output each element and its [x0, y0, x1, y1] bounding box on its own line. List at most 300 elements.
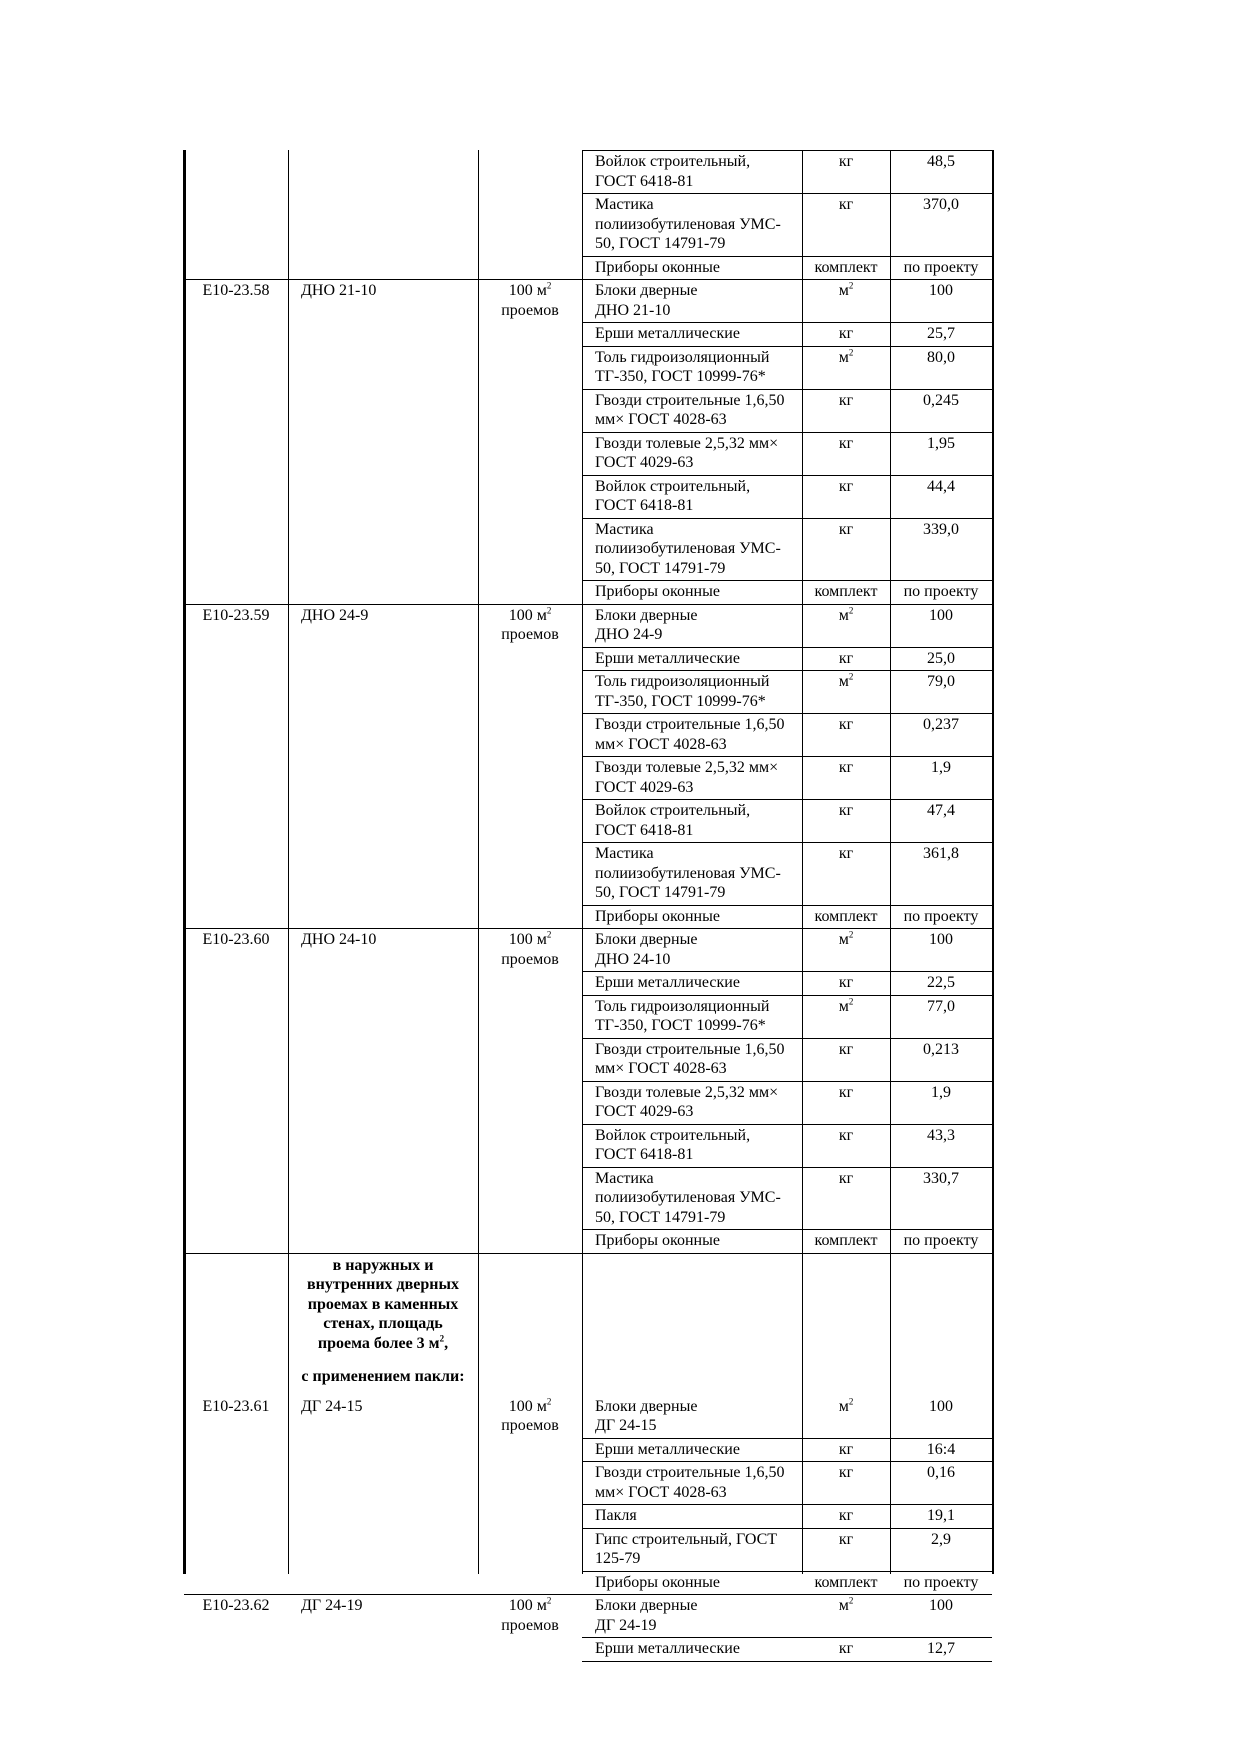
- unit-value: кг: [838, 1640, 854, 1657]
- unit: [802, 758, 890, 778]
- meter-unit-value: 100 м: [508, 606, 547, 624]
- material-name: [595, 1169, 654, 1189]
- material-name: [595, 1549, 640, 1569]
- norm-value: [890, 195, 992, 215]
- material-name-value: Гвозди строительные 1,6,50: [595, 1040, 785, 1058]
- material-name: [595, 930, 697, 950]
- material-name: [595, 672, 769, 692]
- material-name: [595, 434, 778, 454]
- norm-value-value: 19,1: [927, 1507, 955, 1524]
- row-divider: [582, 475, 992, 476]
- row-divider: [582, 346, 992, 347]
- item-name: [301, 1596, 363, 1616]
- norm-value: [890, 606, 992, 626]
- unit: [802, 152, 890, 172]
- unit: [802, 1596, 890, 1616]
- row-divider: [582, 322, 992, 323]
- unit: [802, 520, 890, 540]
- material-name-value: Приборы оконные: [595, 258, 720, 276]
- material-name-value: Гвозди строительные 1,6,50: [595, 1464, 785, 1481]
- unit-value: кг: [838, 434, 854, 452]
- unit-value: кг: [838, 1169, 854, 1187]
- norm-value-value: 43,3: [927, 1126, 955, 1144]
- norm-value: [890, 930, 992, 950]
- norm-value-value: 1,95: [927, 434, 955, 452]
- row-divider: [582, 193, 992, 194]
- material-name-value: Гвозди толевые 2,5,32 мм×: [595, 1083, 779, 1101]
- norm-value: [890, 973, 992, 993]
- unit: [802, 1083, 890, 1103]
- unit-value: кг: [838, 716, 854, 733]
- material-name-value: Приборы оконные: [595, 1232, 720, 1249]
- norm-value-value: 48,5: [927, 153, 955, 170]
- column-divider: [478, 150, 479, 1574]
- material-name: [595, 215, 781, 235]
- material-name-value: Ерши металлические: [595, 325, 740, 342]
- norm-value-value: 25,7: [927, 325, 955, 342]
- superscript: 2: [546, 605, 552, 616]
- material-name-value: Гипс строительный, ГОСТ: [595, 1530, 778, 1548]
- norm-value: [890, 1530, 992, 1550]
- row-divider: [582, 995, 992, 996]
- material-name-value: Ерши металлические: [595, 974, 740, 991]
- unit: [802, 907, 890, 927]
- material-name: [595, 1573, 720, 1593]
- material-name: [595, 324, 740, 344]
- unit: [802, 1573, 890, 1593]
- unit: [802, 1169, 890, 1189]
- material-name: [595, 1506, 637, 1526]
- unit: [802, 1397, 890, 1417]
- superscript: 2: [848, 605, 854, 616]
- rate-code: [184, 281, 288, 301]
- norm-value-value: 100: [929, 606, 953, 624]
- norm-value: [890, 477, 992, 497]
- meter-unit: [478, 1596, 582, 1616]
- unit-value: м: [838, 606, 849, 624]
- meter-unit-caption: [478, 1416, 582, 1436]
- material-name-value: Толь гидроизоляционный: [595, 673, 770, 690]
- norm-value: [890, 1639, 992, 1659]
- row-divider: [582, 1661, 992, 1662]
- material-name: [595, 758, 778, 778]
- material-name: [595, 778, 693, 798]
- row-divider: [582, 432, 992, 433]
- superscript: 2: [546, 1595, 552, 1606]
- rate-code: [184, 1596, 288, 1616]
- meter-unit-caption-value: проемов: [501, 950, 559, 968]
- unit: [802, 997, 890, 1017]
- material-name-value: мм× ГОСТ 4028-63: [595, 735, 727, 753]
- section-heading: проема более 3 $м^2$,: [317, 1333, 449, 1352]
- norm-value-value: 0,16: [927, 1464, 955, 1481]
- unit-value: кг: [838, 802, 854, 819]
- material-name-value: 125-79: [595, 1550, 641, 1567]
- norm-value-value: 1,9: [931, 759, 951, 776]
- norm-value: [890, 152, 992, 172]
- norm-value: [890, 520, 992, 540]
- material-name-value: Пакля: [595, 1507, 637, 1524]
- norm-value-value: 370,0: [923, 196, 959, 213]
- material-name-value: Мастика: [595, 845, 654, 862]
- norm-value: [890, 649, 992, 669]
- row-divider: [582, 1461, 992, 1462]
- material-name: [595, 1040, 784, 1060]
- row-divider: [582, 1438, 992, 1439]
- unit: [802, 582, 890, 602]
- section-heading-value: проема более 3 м: [317, 1334, 440, 1352]
- material-name: [595, 281, 697, 301]
- unit-value: кг: [838, 759, 854, 776]
- section-heading: [288, 1256, 478, 1276]
- material-name: [595, 410, 727, 430]
- row-divider: [582, 842, 992, 843]
- unit-value: кг: [838, 845, 854, 862]
- norm-value: [890, 324, 992, 344]
- material-name: [595, 1126, 750, 1146]
- item-name-value: ДНО 21-10: [301, 282, 377, 299]
- norm-value-value: 47,4: [927, 802, 955, 819]
- material-name: [595, 1208, 725, 1228]
- norm-value-value: 0,237: [923, 716, 959, 733]
- unit-value: кг: [838, 196, 854, 213]
- rate-code: [184, 1397, 288, 1417]
- material-name-value: ДНО 24-10: [595, 950, 671, 968]
- material-name: [595, 496, 693, 516]
- meter-unit-caption: [478, 625, 582, 645]
- material-name: [595, 152, 750, 172]
- superscript: 2: [848, 1396, 854, 1407]
- row-divider: [582, 647, 992, 648]
- unit-value: комплект: [814, 1232, 878, 1249]
- material-name-value: Ерши металлические: [595, 1440, 740, 1458]
- unit: [802, 672, 890, 692]
- section-heading-value: в наружных и: [332, 1256, 434, 1274]
- row-divider: [582, 905, 992, 906]
- norm-value: [890, 1040, 992, 1060]
- superscript: 2: [848, 929, 854, 940]
- norm-value-value: 339,0: [923, 520, 959, 538]
- unit: [802, 801, 890, 821]
- norm-value-value: 330,7: [923, 1169, 959, 1187]
- material-name: [595, 301, 670, 321]
- material-name: [595, 973, 740, 993]
- material-name-value: Гвозди строительные 1,6,50: [595, 391, 785, 409]
- material-name: [595, 453, 693, 473]
- rate-code-value: Е10-23.62: [202, 1597, 270, 1614]
- material-name-value: мм× ГОСТ 4028-63: [595, 411, 727, 428]
- material-name-value: Приборы оконные: [595, 907, 720, 925]
- material-name-value: 50, ГОСТ 14791-79: [595, 559, 726, 577]
- norm-value: [890, 1397, 992, 1417]
- material-name-value: Блоки дверные: [595, 931, 698, 948]
- norm-value: [890, 1440, 992, 1460]
- norm-value: [890, 582, 992, 602]
- material-name-value: ДГ 24-15: [595, 1417, 657, 1434]
- material-name: [595, 582, 720, 602]
- row-divider: [582, 580, 992, 581]
- material-name-value: Блоки дверные: [595, 282, 698, 299]
- unit-value: м: [838, 931, 849, 948]
- material-name: [595, 1397, 697, 1417]
- norm-value-value: 44,4: [927, 477, 955, 495]
- superscript: 2: [546, 280, 552, 291]
- material-name-value: ДНО 24-9: [595, 626, 663, 643]
- section-heading: [288, 1295, 478, 1315]
- rate-code: [184, 930, 288, 950]
- material-name: [595, 606, 697, 626]
- material-name: [595, 520, 654, 540]
- row-divider: [582, 1124, 992, 1125]
- material-name: [595, 1145, 693, 1165]
- unit: [802, 477, 890, 497]
- material-name-value: Войлок строительный,: [595, 1126, 751, 1144]
- material-name-value: полиизобутиленовая УМС-: [595, 215, 781, 233]
- unit: [802, 281, 890, 301]
- unit: [802, 973, 890, 993]
- material-name: [595, 801, 750, 821]
- unit-value: кг: [838, 1040, 854, 1058]
- unit-value: кг: [838, 649, 854, 667]
- unit-value: кг: [838, 325, 854, 342]
- material-name-value: Мастика: [595, 520, 654, 538]
- rate-code-value: Е10-23.58: [202, 282, 270, 299]
- unit-value: м: [838, 673, 849, 690]
- material-name-value: ГОСТ 4029-63: [595, 454, 694, 471]
- rate-code-value: Е10-23.61: [202, 1397, 270, 1415]
- material-name-value: Гвозди толевые 2,5,32 мм×: [595, 759, 779, 776]
- norm-value-value: по проекту: [903, 1573, 979, 1591]
- row-divider: [582, 150, 992, 151]
- material-name: [595, 539, 781, 559]
- material-name: [595, 195, 654, 215]
- row-divider: [582, 756, 992, 757]
- material-name-value: ГОСТ 6418-81: [595, 821, 694, 839]
- norm-value-value: 79,0: [927, 673, 955, 690]
- unit-value: кг: [838, 1507, 854, 1524]
- material-name: [595, 1231, 720, 1251]
- material-name: [595, 1616, 657, 1636]
- material-name: [595, 1639, 740, 1659]
- row-divider: [582, 713, 992, 714]
- material-name: [595, 950, 670, 970]
- superscript: 2: [848, 280, 854, 291]
- unit-value: кг: [838, 1126, 854, 1144]
- unit: [802, 195, 890, 215]
- material-name: [595, 477, 750, 497]
- unit-value: кг: [838, 153, 854, 170]
- unit-value: кг: [838, 974, 854, 991]
- material-name-value: Блоки дверные: [595, 1597, 698, 1614]
- norm-value-value: 100: [929, 931, 953, 948]
- material-name-value: 50, ГОСТ 14791-79: [595, 235, 726, 252]
- superscript: 2: [848, 671, 854, 682]
- unit-value: кг: [838, 391, 854, 409]
- material-name: [595, 1059, 727, 1079]
- norm-value: [890, 844, 992, 864]
- table-border-left: [183, 150, 186, 1574]
- row-divider: [582, 1637, 992, 1638]
- material-name: [595, 907, 720, 927]
- unit: [802, 348, 890, 368]
- unit-value: м: [838, 282, 849, 299]
- meter-unit: [478, 606, 582, 626]
- section-divider: [184, 1594, 992, 1595]
- unit: [802, 391, 890, 411]
- material-name: [595, 864, 781, 884]
- item-name: [301, 606, 368, 626]
- meter-unit-caption: [478, 301, 582, 321]
- unit: [802, 1506, 890, 1526]
- norm-value-value: 361,8: [923, 845, 959, 862]
- material-name: [595, 625, 662, 645]
- unit-value: кг: [838, 1464, 854, 1481]
- item-name: [301, 281, 376, 301]
- section-heading-value: с применением пакли: [301, 1368, 460, 1385]
- row-divider: [582, 1167, 992, 1168]
- norm-value: [890, 348, 992, 368]
- material-name-value: ГОСТ 4029-63: [595, 1103, 694, 1120]
- unit: [802, 1040, 890, 1060]
- section-divider: [184, 604, 992, 605]
- unit-value: кг: [838, 477, 854, 495]
- material-name: [595, 1102, 693, 1122]
- unit-value: кг: [838, 1440, 854, 1458]
- material-name-value: Войлок строительный,: [595, 802, 751, 819]
- material-name-value: Гвозди строительные 1,6,50: [595, 716, 785, 733]
- meter-unit: [478, 281, 582, 301]
- norm-value-value: по проекту: [903, 1232, 979, 1249]
- row-divider: [582, 1229, 992, 1230]
- meter-unit: [478, 1397, 582, 1417]
- norm-value-value: 12,7: [927, 1640, 955, 1657]
- row-divider: [582, 1504, 992, 1505]
- norm-value: [890, 715, 992, 735]
- material-name: [595, 735, 727, 755]
- material-name-value: ТГ-350, ГОСТ 10999-76*: [595, 1017, 766, 1034]
- row-divider: [582, 518, 992, 519]
- item-name-value: ДНО 24-10: [301, 931, 377, 948]
- norm-value-value: 0,213: [923, 1040, 959, 1058]
- row-divider: [582, 1081, 992, 1082]
- material-name-value: Толь гидроизоляционный: [595, 997, 770, 1015]
- unit: [802, 324, 890, 344]
- row-divider: [582, 1528, 992, 1529]
- section-heading-value: проемах в каменных: [307, 1295, 459, 1313]
- norm-value: [890, 281, 992, 301]
- material-name: [595, 1416, 657, 1436]
- norm-value: [890, 434, 992, 454]
- norm-value-value: 2,9: [931, 1530, 951, 1548]
- material-name: [595, 559, 725, 579]
- material-name: [595, 391, 784, 411]
- material-name: [595, 1188, 781, 1208]
- norm-value-value: 0,245: [923, 391, 959, 409]
- section-heading: [288, 1275, 478, 1295]
- unit-value: м: [838, 1397, 849, 1415]
- material-name: [595, 997, 769, 1017]
- norm-value-value: 80,0: [927, 348, 955, 366]
- item-name: [301, 1397, 363, 1417]
- unit-value: кг: [838, 1530, 854, 1548]
- norm-value-value: 22,5: [927, 974, 955, 991]
- superscript: 2: [439, 1333, 445, 1344]
- material-name-value: Ерши металлические: [595, 649, 740, 667]
- unit-value: м: [838, 997, 849, 1015]
- material-name-value: ГОСТ 6418-81: [595, 1146, 694, 1163]
- superscript: 2: [546, 1396, 552, 1407]
- material-name-value: полиизобутиленовая УМС-: [595, 864, 781, 882]
- material-name: [595, 1440, 740, 1460]
- row-divider: [582, 256, 992, 257]
- item-name-value: ДГ 24-15: [301, 1397, 363, 1415]
- superscript: 2: [848, 347, 854, 358]
- material-name-value: Толь гидроизоляционный: [595, 348, 770, 366]
- meter-unit-value: 100 м: [508, 931, 547, 948]
- material-name-value: Приборы оконные: [595, 583, 720, 600]
- section-divider: [184, 279, 992, 280]
- material-name: [595, 844, 654, 864]
- material-name-value: Приборы оконные: [595, 1573, 720, 1591]
- norm-value-value: по проекту: [903, 258, 979, 276]
- material-name-value: ГОСТ 6418-81: [595, 497, 694, 514]
- unit-value: комплект: [814, 907, 878, 925]
- superscript: 2: [848, 1595, 854, 1606]
- material-name: [595, 1530, 777, 1550]
- norm-value: [890, 672, 992, 692]
- unit-value: кг: [838, 520, 854, 538]
- norm-value-value: 100: [929, 282, 953, 299]
- unit-value: м: [838, 1597, 849, 1614]
- meter-unit-value: 100 м: [508, 1597, 547, 1614]
- norm-value-value: 16:4: [926, 1440, 956, 1458]
- norm-value: [890, 1126, 992, 1146]
- unit: [802, 649, 890, 669]
- material-name-value: мм× ГОСТ 4028-63: [595, 1060, 727, 1077]
- item-name-value: ДНО 24-9: [301, 606, 369, 624]
- material-name-value: полиизобутиленовая УМС-: [595, 540, 781, 557]
- material-name-value: ДНО 21-10: [595, 301, 671, 319]
- material-name-value: Ерши металлические: [595, 1640, 740, 1657]
- material-name: [595, 883, 725, 903]
- unit-value: м: [838, 348, 849, 366]
- material-name-value: мм× ГОСТ 4028-63: [595, 1483, 727, 1501]
- norm-value: [890, 907, 992, 927]
- material-name-value: Гвозди толевые 2,5,32 мм×: [595, 434, 779, 452]
- section-heading-value: стенах, площадь: [323, 1315, 443, 1332]
- material-name: [595, 258, 720, 278]
- item-name-value: ДГ 24-19: [301, 1597, 363, 1614]
- material-name: [595, 172, 693, 192]
- material-name: [595, 715, 784, 735]
- column-divider: [582, 150, 583, 1574]
- unit: [802, 844, 890, 864]
- norm-value-value: 1,9: [931, 1083, 951, 1101]
- material-name-value: ДГ 24-19: [595, 1616, 657, 1634]
- unit: [802, 1639, 890, 1659]
- norm-value-value: 100: [929, 1597, 953, 1614]
- material-name-value: полиизобутиленовая УМС-: [595, 1189, 781, 1206]
- unit-value: комплект: [814, 583, 878, 600]
- norm-value: [890, 997, 992, 1017]
- meter-unit-caption-value: проемов: [501, 1616, 559, 1634]
- norm-value-value: по проекту: [903, 907, 979, 925]
- norm-value: [890, 758, 992, 778]
- material-name-value: Войлок строительный,: [595, 477, 751, 495]
- unit: [802, 1231, 890, 1251]
- rate-code: [184, 606, 288, 626]
- meter-unit-value: 100 м: [508, 282, 547, 299]
